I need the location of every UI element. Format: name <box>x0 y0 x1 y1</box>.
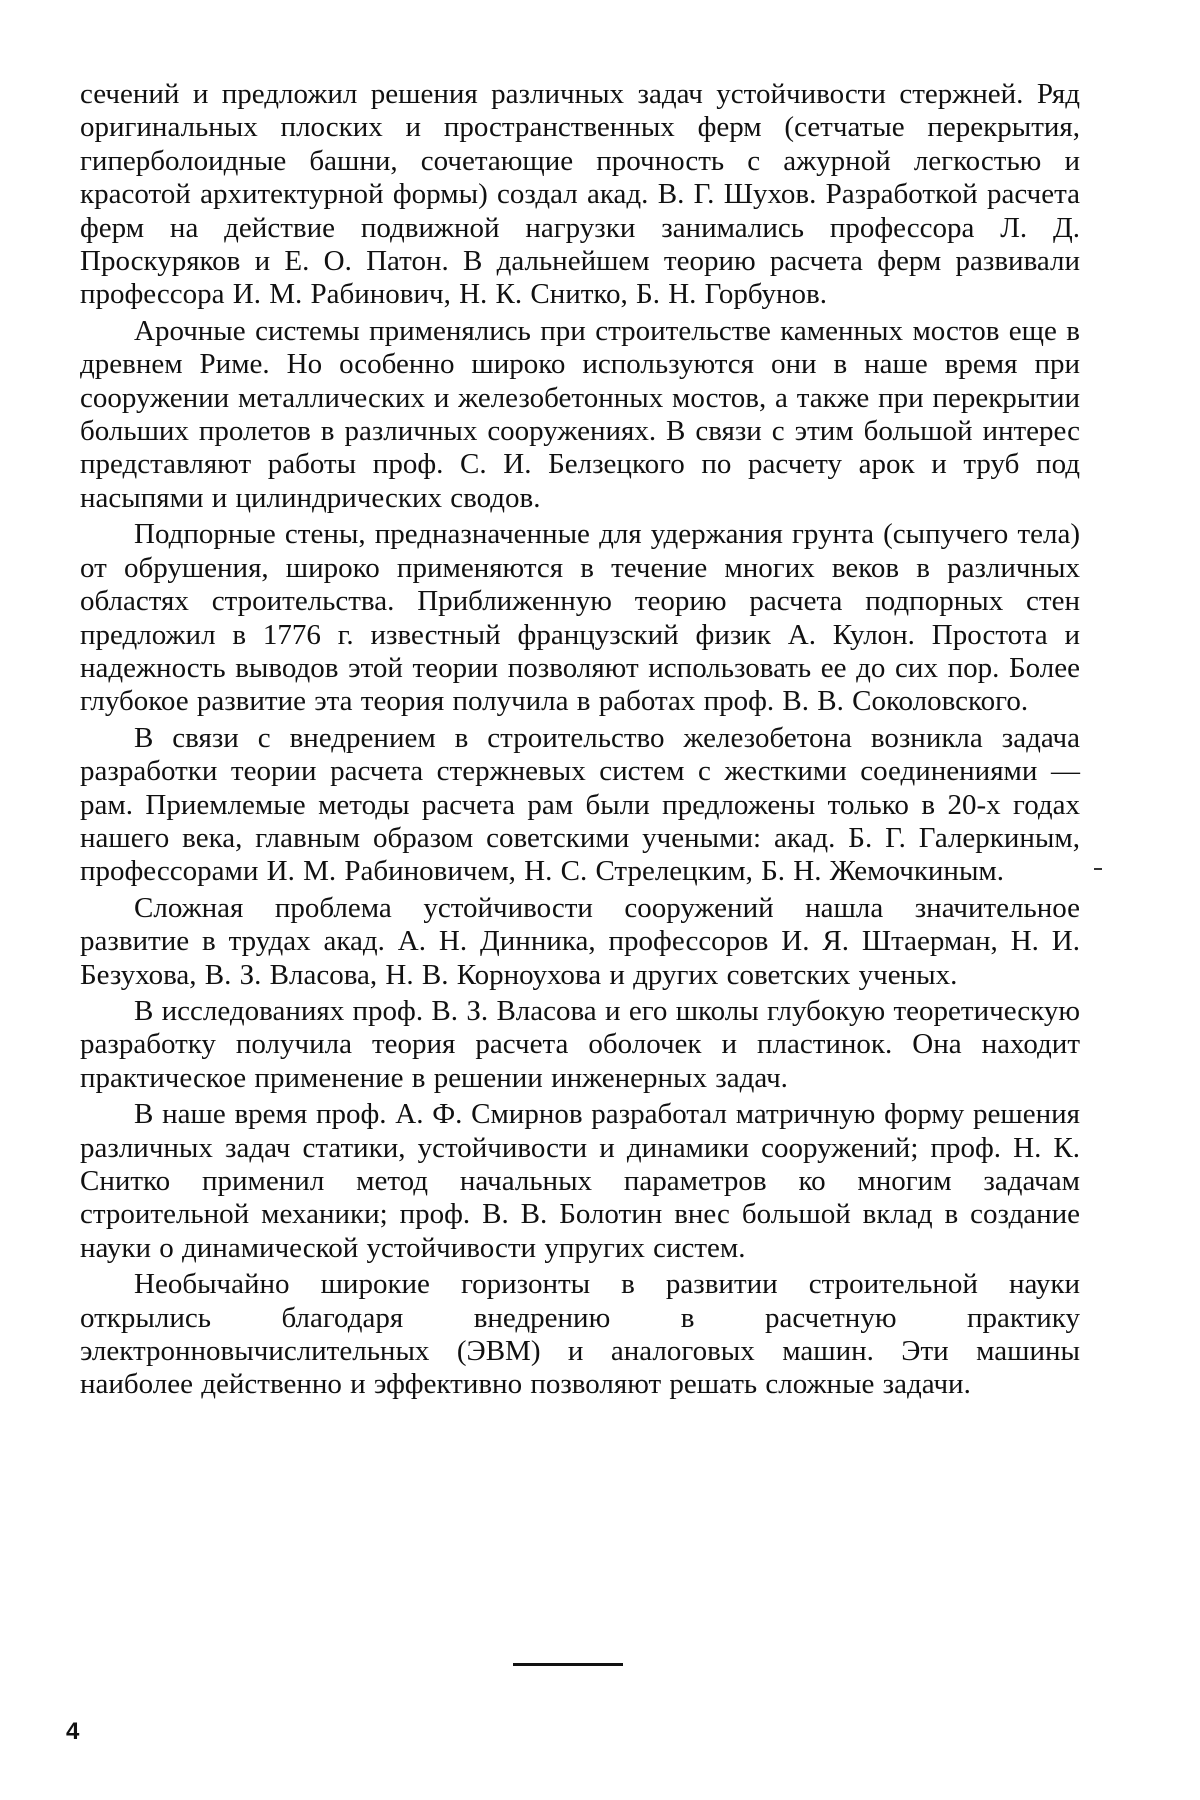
paragraph-arch-systems: Арочные системы применялись при строительстве каменных мостов еще в древнем Риме. Но особенно широко используются они в наше время при сооружении металлических и железобетонных мостов, а также при перекрытии больших пролетов в различных сооружениях. В связи с этим большой интерес представляют работы проф. С. И. Белзецкого по расчету арок и труб под насыпями и цилиндрических сводов. <box>80 314 1080 514</box>
paragraph-matrix-methods: В наше время проф. А. Ф. Смирнов разработал матричную форму решения различных задач статики, устойчивости и динамики сооружений; проф. Н. К. Снитко применил метод начальных параметров ко многим задачам строительной механики; проф. В. В. Болотин внес большой вклад в создание науки о динамической устойчивости упругих систем. <box>80 1098 1080 1264</box>
section-end-rule <box>513 1663 623 1666</box>
paragraph-continuation: сечений и предложил решения различных задач устойчивости стержней. Ряд оригинальных плоских и пространственных ферм (сетчатые перекрытия, гиперболоидные башни, сочетающие прочность с ажурной легкостью и красотой архитектурной формы) создал акад. В. Г. Шухов. Разработкой расчета ферм на действие подвижной нагрузки занимались профессора Л. Д. Проскуряков и Е. О. Патон. В дальнейшем теорию расчета ферм развивали профессора И. М. Рабинович, Н. К. Снитко, Б. Н. Горбунов. <box>80 78 1080 311</box>
paragraph-retaining-walls: Подпорные стены, предназначенные для удержания грунта (сыпучего тела) от обрушения, широко применяются в течение многих веков в различных областях строительства. Приближенную теорию расчета подпорных стен предложил в 1776 г. известный французский физик А. Кулон. Простота и надежность выводов этой теории позволяют использовать ее до сих пор. Более глубокое развитие эта теория получила в работах проф. В. В. Соколовского. <box>80 518 1080 718</box>
paragraph-shells-plates: В исследованиях проф. В. З. Власова и его школы глубокую теоретическую разработку получила теория расчета оболочек и пластинок. Она находит практическое применение в решении инженерных задач. <box>80 994 1080 1094</box>
page-number: 4 <box>66 1718 80 1745</box>
paragraph-frames: В связи с внедрением в строительство железобетона возникла задача разработки теории расчета стержневых систем с жесткими соединениями — рам. Приемлемые методы расчета рам были предложены только в 20-х годах нашего века, главным образом советскими учеными: акад. Б. Г. Галеркиным, профессорами И. М. Рабиновичем, Н. С. Стрелецким, Б. Н. Жемочкиным. <box>80 721 1080 888</box>
body-text <box>80 78 1080 1402</box>
paragraph-stability: Сложная проблема устойчивости сооружений нашла значительное развитие в трудах акад. А. Н. Динника, профессоров И. Я. Штаерман, Н. И. Безухова, В. З. Власова, Н. В. Корноухова и других советских ученых. <box>80 891 1080 991</box>
margin-mark <box>1094 868 1102 870</box>
paragraph-computers: Необычайно широкие горизонты в развитии строительной науки открылись благодаря внедрению в расчетную практику электронновычислительных (ЭВМ) и аналоговых машин. Эти машины наиболее действенно и эффективно позволяют решать сложные задачи. <box>80 1268 1080 1401</box>
